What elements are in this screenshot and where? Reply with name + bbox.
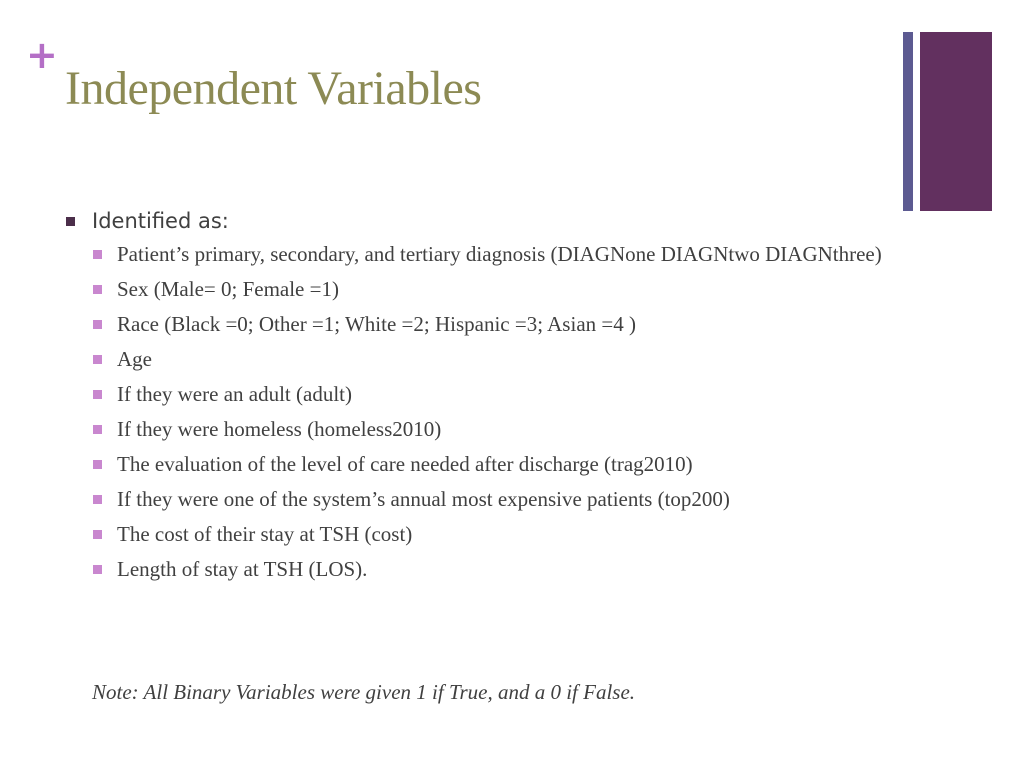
list-item <box>93 381 886 407</box>
square-bullet-icon <box>93 250 102 259</box>
variable-list <box>66 241 886 582</box>
square-bullet-icon <box>93 425 102 434</box>
square-bullet-icon <box>93 530 102 539</box>
list-item-text: The cost of their stay at TSH (cost) <box>117 522 413 546</box>
list-item <box>93 311 886 337</box>
list-item <box>93 241 886 267</box>
list-item <box>93 451 886 477</box>
list-item <box>93 346 886 372</box>
list-item-text: If they were homeless (homeless2010) <box>117 417 442 441</box>
decorative-wide-bar <box>920 32 992 211</box>
square-bullet-icon <box>66 217 75 226</box>
level1-bullet-text: Identified as: <box>92 209 229 233</box>
square-bullet-icon <box>93 460 102 469</box>
list-item <box>93 486 886 512</box>
level1-bullet-item <box>66 205 886 237</box>
decorative-thin-bar <box>903 32 913 211</box>
list-item <box>93 416 886 442</box>
list-item-text: The evaluation of the level of care needed after discharge (trag2010) <box>117 452 693 476</box>
footnote: Note: All Binary Variables were given 1 if True, and a 0 if False. <box>92 680 636 704</box>
square-bullet-icon <box>93 320 102 329</box>
list-item <box>93 276 886 302</box>
list-item-text: If they were one of the system’s annual most expensive patients (top200) <box>117 487 730 511</box>
list-item-text: Length of stay at TSH (LOS). <box>117 557 368 581</box>
list-item <box>93 521 886 547</box>
slide-title: Independent Variables <box>65 62 482 115</box>
list-item <box>93 556 886 582</box>
list-item-text: Sex (Male= 0; Female =1) <box>117 277 339 301</box>
plus-icon: + <box>26 33 58 77</box>
square-bullet-icon <box>93 285 102 294</box>
square-bullet-icon <box>93 495 102 504</box>
list-item-text: Patient’s primary, secondary, and tertiary diagnosis (DIAGNone DIAGNtwo DIAGNthree) <box>117 242 882 266</box>
square-bullet-icon <box>93 355 102 364</box>
square-bullet-icon <box>93 565 102 574</box>
list-item-text: Race (Black =0; Other =1; White =2; Hispanic =3; Asian =4 ) <box>117 312 636 336</box>
slide-content <box>66 205 886 591</box>
list-item-text: Age <box>117 347 152 371</box>
list-item-text: If they were an adult (adult) <box>117 382 352 406</box>
square-bullet-icon <box>93 390 102 399</box>
